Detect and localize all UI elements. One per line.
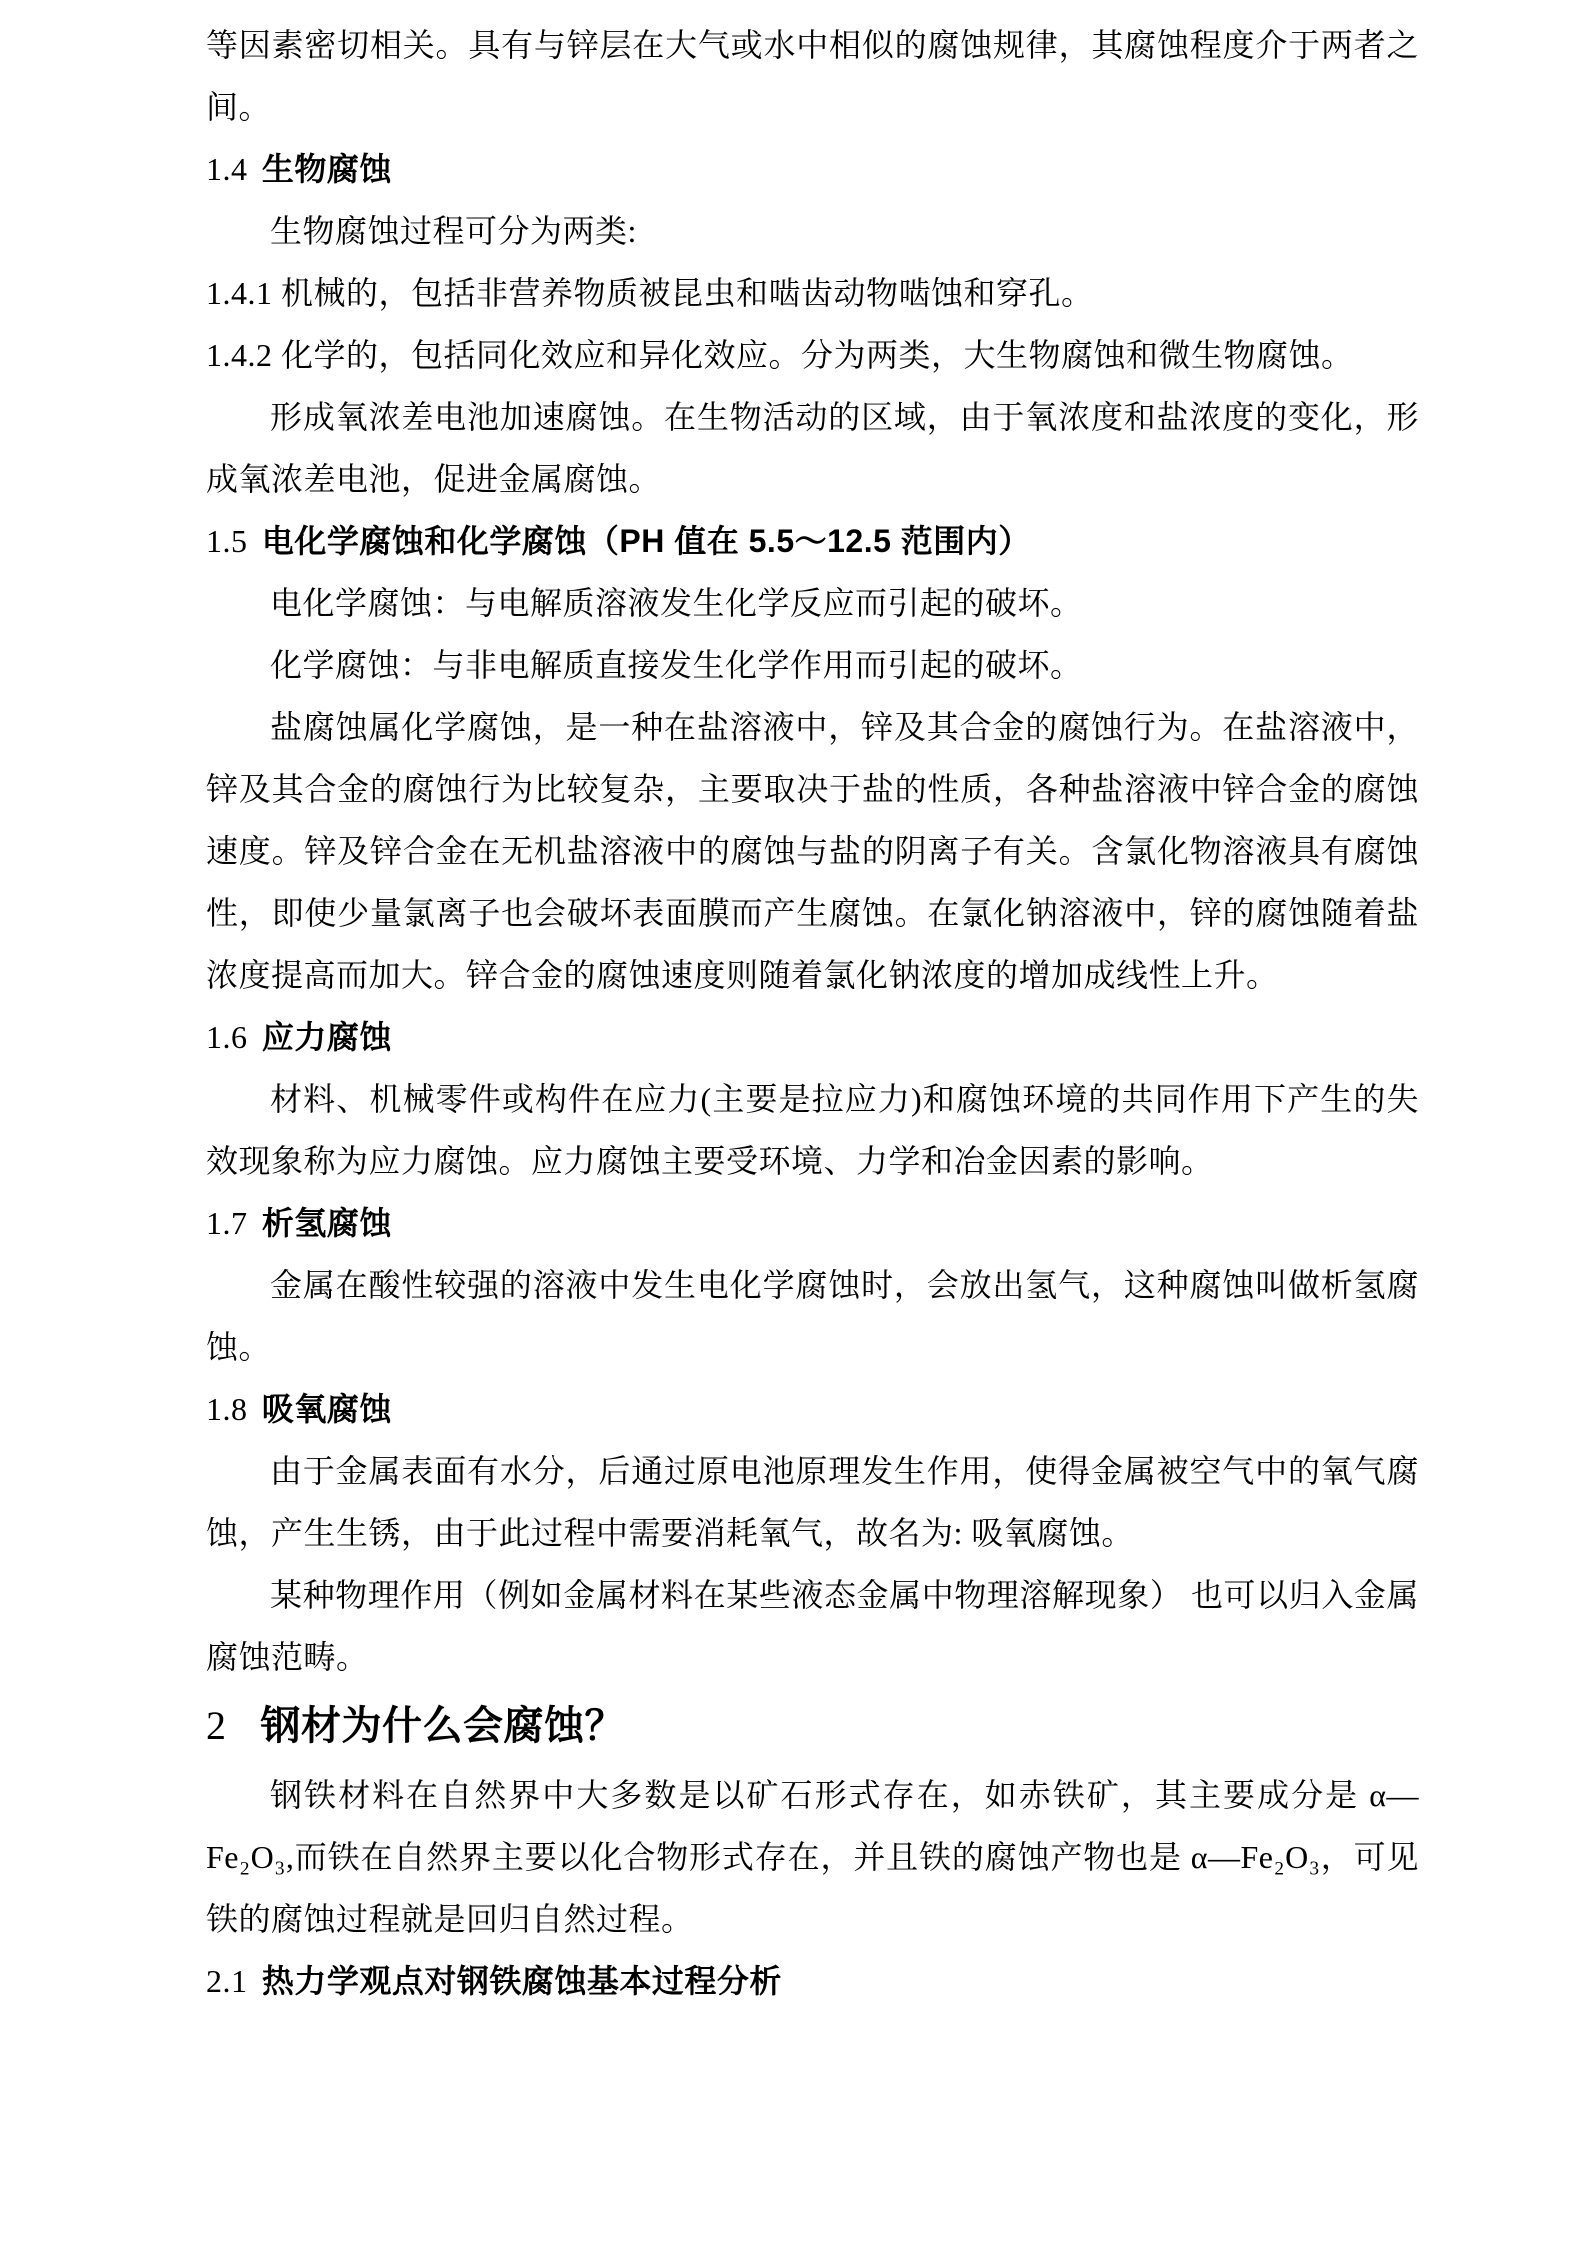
- paragraph-salt-corrosion: 盐腐蚀属化学腐蚀，是一种在盐溶液中，锌及其合金的腐蚀行为。在盐溶液中，锌及其合金的腐蚀行为比较复杂，主要取决于盐的性质，各种盐溶液中锌合金的腐蚀速度。锌及锌合金在无机盐溶液中的腐蚀与盐的阴离子有关。含氯化物溶液具有腐蚀性，即使少量氯离子也会破坏表面膜而产生腐蚀。在氯化钠溶液中，锌的腐蚀随着盐浓度提高而加大。锌合金的腐蚀速度则随着氯化钠浓度的增加成线性上升。: [206, 709, 1419, 993]
- section-number: 1.6: [206, 1019, 248, 1055]
- section-heading-1-7-hydrogen-evolution-corrosion: [206, 1192, 1419, 1254]
- paragraph-chemical-definition: 化学腐蚀：与非电解质直接发生化学作用而引起的破坏。: [270, 647, 1083, 683]
- paragraph-electrochemical-definition: 电化学腐蚀：与电解质溶液发生化学反应而引起的破坏。: [270, 585, 1083, 621]
- section-heading-1-8-oxygen-absorption-corrosion: [206, 1378, 1419, 1440]
- section-title: 生物腐蚀: [261, 151, 392, 187]
- paragraph-iron-ore-fe2o3: 钢铁材料在自然界中大多数是以矿石形式存在，如赤铁矿，其主要成分是 α—Fe₂O₃,而铁在自然界主要以化合物形式存在，并且铁的腐蚀产物也是 α—Fe₂O₃，可见铁的腐蚀过程就是回归自然过程。: [206, 1777, 1419, 1937]
- section-heading-1-4-biological-corrosion: [206, 138, 1419, 200]
- paragraph-physical-dissolution: 某种物理作用（例如金属材料在某些液态金属中物理溶解现象） 也可以归入金属腐蚀范畴。: [206, 1577, 1419, 1675]
- paragraph-1-4-1-mechanical: 1.4.1 机械的，包括非营养物质被昆虫和啮齿动物啮蚀和穿孔。: [206, 275, 1094, 311]
- paragraph-stress-corrosion-definition: 材料、机械零件或构件在应力(主要是拉应力)和腐蚀环境的共同作用下产生的失效现象称为应力腐蚀。应力腐蚀主要受环境、力学和冶金因素的影响。: [206, 1081, 1419, 1179]
- chapter-title: 钢材为什么会腐蚀？: [260, 1704, 625, 1748]
- section-number: 1.5: [206, 523, 248, 559]
- section-title: 热力学观点对钢铁腐蚀基本过程分析: [261, 1963, 782, 1999]
- paragraph-oxygen-concentration-cell: 形成氧浓差电池加速腐蚀。在生物活动的区域，由于氧浓度和盐浓度的变化，形成氧浓差电池，促进金属腐蚀。: [206, 399, 1419, 497]
- chapter-heading-2-why-steel-corrodes: [206, 1688, 1419, 1764]
- paragraph-1-4-2-chemical: 1.4.2 化学的，包括同化效应和异化效应。分为两类，大生物腐蚀和微生物腐蚀。: [206, 337, 1354, 373]
- section-title: 吸氧腐蚀: [261, 1391, 392, 1427]
- section-title: 析氢腐蚀: [261, 1205, 392, 1241]
- section-title: 电化学腐蚀和化学腐蚀（PH 值在 5.5～12.5 范围内）: [261, 523, 1031, 559]
- section-heading-2-1-thermodynamics-analysis: [206, 1950, 1419, 2012]
- paragraph-oxygen-absorption-definition: 由于金属表面有水分，后通过原电池原理发生作用，使得金属被空气中的氧气腐蚀，产生生锈，由于此过程中需要消耗氧气，故名为: 吸氧腐蚀。: [206, 1453, 1419, 1551]
- section-number: 2.1: [206, 1963, 248, 1999]
- section-number: 1.4: [206, 151, 248, 187]
- section-heading-1-6-stress-corrosion: [206, 1006, 1419, 1068]
- paragraph-hydrogen-evolution-definition: 金属在酸性较强的溶液中发生电化学腐蚀时，会放出氢气，这种腐蚀叫做析氢腐蚀。: [206, 1267, 1419, 1365]
- chapter-number: 2: [206, 1703, 227, 1748]
- section-title: 应力腐蚀: [261, 1019, 392, 1055]
- section-heading-1-5-electrochemical-corrosion: [206, 510, 1419, 572]
- section-number: 1.8: [206, 1391, 248, 1427]
- paragraph-continuation-zinc-layer: 等因素密切相关。具有与锌层在大气或水中相似的腐蚀规律，其腐蚀程度介于两者之间。: [206, 27, 1419, 125]
- paragraph-bio-corrosion-two-types: 生物腐蚀过程可分为两类:: [270, 213, 637, 249]
- section-number: 1.7: [206, 1205, 248, 1241]
